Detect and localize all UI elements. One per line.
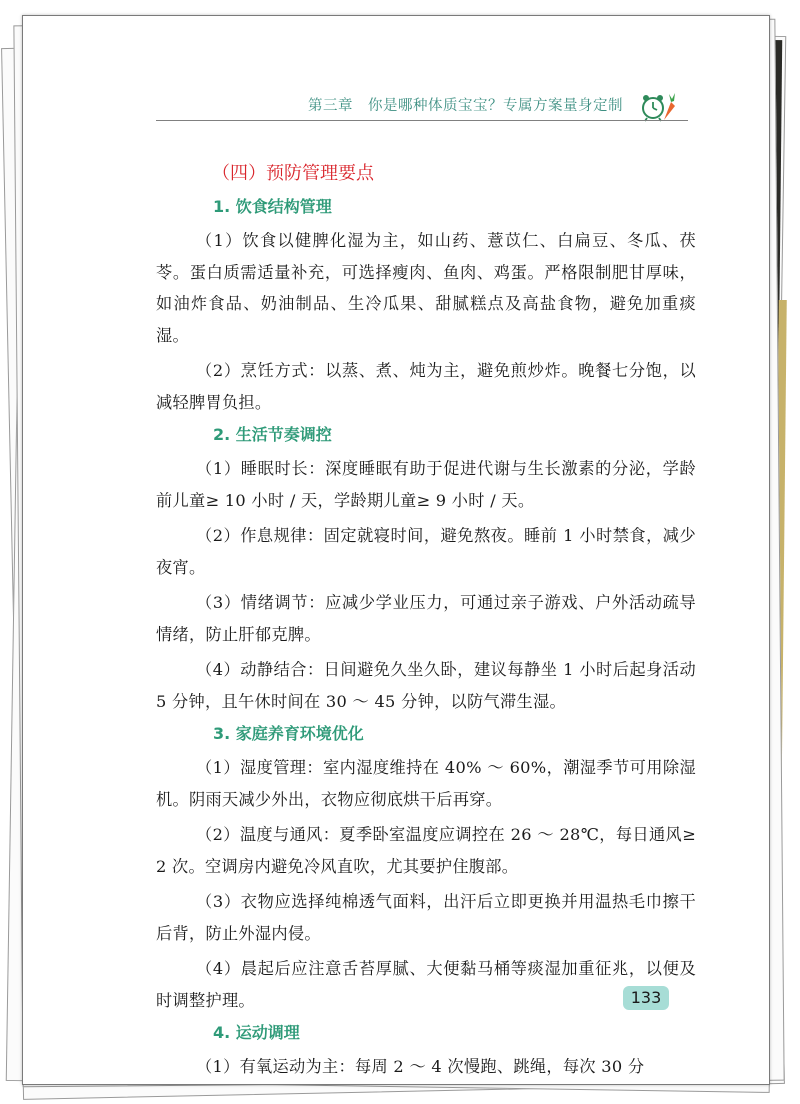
page-number: 133 bbox=[623, 986, 669, 1010]
paragraph: （1）饮食以健脾化湿为主，如山药、薏苡仁、白扁豆、冬瓜、茯苓。蛋白质需适量补充，可选择瘦肉、鱼肉、鸡蛋。严格限制肥甘厚味，如油炸食品、奶油制品、生冷瓜果、甜腻糕点及高盐食物，避免加重痰湿。 bbox=[156, 231, 696, 345]
page-content bbox=[156, 160, 696, 1087]
subsection-heading: 3. 家庭养育环境优化 bbox=[213, 724, 364, 743]
paragraph: （4）动静结合：日间避免久坐久卧，建议每静坐 1 小时后起身活动 5 分钟，且午休时间在 30 ～ 45 分钟，以防气滞生湿。 bbox=[156, 660, 696, 711]
paragraph: （1）有氧运动为主：每周 2 ～ 4 次慢跑、跳绳，每次 30 分 bbox=[196, 1057, 645, 1076]
subsection-heading: 4. 运动调理 bbox=[213, 1023, 300, 1042]
chapter-header: 第三章 你是哪种体质宝宝？专属方案量身定制 bbox=[308, 98, 623, 114]
paragraph: （2）温度与通风：夏季卧室温度应调控在 26 ～ 28℃，每日通风≥ 2 次。空调房内避免冷风直吹，尤其要护住腹部。 bbox=[156, 825, 696, 876]
section-heading: （四）预防管理要点 bbox=[212, 163, 374, 184]
book-page bbox=[22, 15, 770, 1085]
paragraph: （1）湿度管理：室内湿度维持在 40% ～ 60%，潮湿季节可用除湿机。阴雨天减少外出，衣物应彻底烘干后再穿。 bbox=[156, 758, 696, 809]
paragraph: （1）睡眠时长：深度睡眠有助于促进代谢与生长激素的分泌，学龄前儿童≥ 10 小时 / 天，学龄期儿童≥ 9 小时 / 天。 bbox=[156, 459, 696, 510]
subsection-heading: 2. 生活节奏调控 bbox=[213, 425, 332, 444]
subsection-heading: 1. 饮食结构管理 bbox=[213, 197, 332, 216]
paragraph: （4）晨起后应注意舌苔厚腻、大便黏马桶等痰湿加重征兆，以便及时调整护理。 bbox=[156, 959, 696, 1010]
paragraph: （3）情绪调节：应减少学业压力，可通过亲子游戏、户外活动疏导情绪，防止肝郁克脾。 bbox=[156, 593, 696, 644]
paragraph: （2）烹饪方式：以蒸、煮、炖为主，避免煎炒炸。晚餐七分饱，以减轻脾胃负担。 bbox=[156, 361, 696, 412]
paragraph: （3）衣物应选择纯棉透气面料，出汗后立即更换并用温热毛巾擦干后背，防止外湿内侵。 bbox=[156, 892, 696, 943]
paragraph: （2）作息规律：固定就寝时间，避免熬夜。睡前 1 小时禁食，减少夜宵。 bbox=[156, 526, 696, 577]
header-divider bbox=[156, 120, 688, 121]
